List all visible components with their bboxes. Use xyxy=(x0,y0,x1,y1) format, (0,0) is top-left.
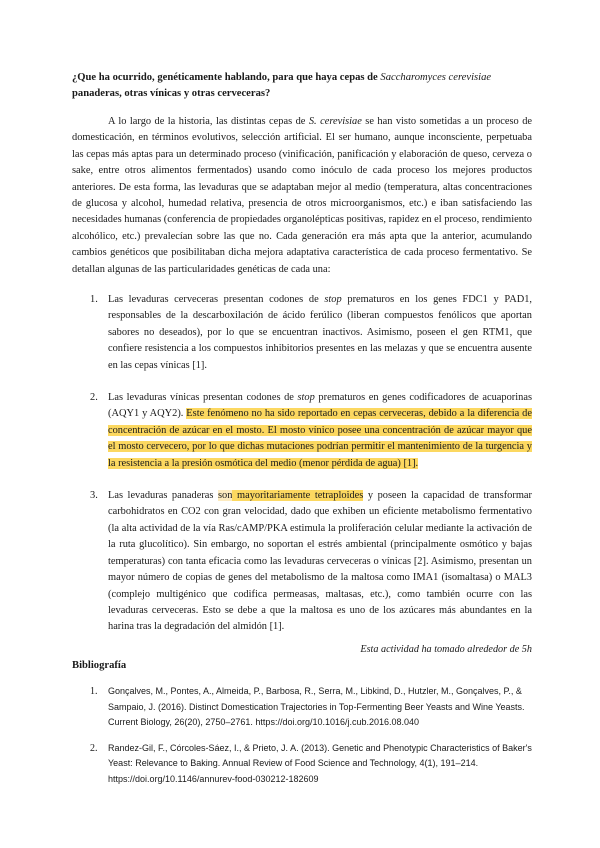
faint-highlight: son xyxy=(218,490,233,502)
question-heading: ¿Que ha ocurrido, genéticamente hablando, para que haya cepas de Saccharomyces cerevisiae panaderas, otras vínicas y otras cerveceras? xyxy=(72,72,492,99)
intro-paragraph: A lo largo de la historia, las distintas cepas de S. cerevisiae se han visto sometidas a un proceso de domesticación, en términos evolutivos, selección artificial. El ser humano, aunque inconsciente, perpetuaba las cepas más aptas para un determinado proceso (vinificación, panificación y elaboración de queso, cerveza o sake, entre otros alimentos fermentados) usando como inóculo de cada proceso los mejores productos anteriores. De esta forma, las levaduras que se adaptaban mejor al medio (temperatura, altas concentraciones de glucosa y alcohol, humedad relativa, presencia de otros microorganismos, etc.) e iban satisfaciendo las necesidades humanas (conferencia de propiedades organolépticas positivas, rapidez en el proceso, rendimiento alcohólico, etc.) prevalecían sobre las que no. Cada generación era más apta que la anterior, acumulando cambios genéticos que posibilitaban dicha mejora adaptativa característica de cada proceso fermentativo. Se detallan algunas de las particularidades genéticas de cada una: xyxy=(72,116,532,275)
list-item: 2. Las levaduras vínicas presentan codones de stop prematuros en genes codificadores de acuaporinas (AQY1 y AQY2). Este fenómeno no ha sido reportado en cepas cerveceras, debido a la diferencia de concentración de azúcar en el mosto. El mosto vínico posee una concentración de azúcar mayor que el mosto cervecero, por lo que dichas mutaciones podrían permitir el mantenimiento de la turgencia y la resistencia a la presión osmótica del medio (menor pérdida de agua) [1]. xyxy=(90,392,532,469)
reference-item: 2. Randez-Gil, F., Córcoles-Sáez, I., & Prieto, J. A. (2013). Genetic and Phenotypic Characteristics of Baker's Yeast: Relevance to Baking. Annual Review of Food Science and Technology, 4(1), 191–214. https://doi.org/10.1146/annurev-food-030212-182609 xyxy=(90,742,532,784)
species-abbrev: S. cerevisiae xyxy=(308,116,362,127)
highlighted-text: Este fenómeno no ha sido reportado en cepas cerveceras, debido a la diferencia de concentración de azúcar en el mosto. El mosto vínico posee una concentración de azúcar mayor que el mosto cervecero, por lo que dichas mutaciones podrían permitir el mantenimiento de la turgencia y la resistencia a la presión osmótica del medio (menor pérdida de agua) [1]. xyxy=(108,408,532,469)
time-note: Esta actividad ha tomado alrededor de 5h xyxy=(360,644,532,655)
list-number: 1. xyxy=(90,294,98,305)
reference-item: 1. Gonçalves, M., Pontes, A., Almeida, P., Barbosa, R., Serra, M., Libkind, D., Hutzler, M., Gonçalves, P., & Sampaio, J. (2016). Distinct Domestication Trajectories in Top-Fermenting Beer Yeasts and Wine Yeasts. Current Biology, 26(20), 2750–2761. https://doi.org/10.1016/j.cub.2016.08.040 xyxy=(90,686,525,728)
highlighted-text: mayoritariamente tetraploides xyxy=(232,490,364,502)
list-number: 2. xyxy=(90,392,98,404)
list-item: 1. Las levaduras cerveceras presentan codones de stop prematuros en los genes FDC1 y PAD1, responsables de la descarboxilación de ácido ferúlico (liberan compuestos fenólicos que aportan sabores no deseados), por lo que se encuentran inactivos. Asimismo, poseen el gen RTM1, que confiere resistencia a los compuestos inhibitorios presentes en las melazas y que se encuentra ausente en las cepas vínicas [1]. xyxy=(90,294,532,371)
list-number: 3. xyxy=(90,490,98,502)
reference-number: 1. xyxy=(90,686,98,697)
bibliography-heading: Bibliografía xyxy=(72,660,127,671)
reference-number: 2. xyxy=(90,742,98,754)
list-item: 3. Las levaduras panaderas son mayoritariamente tetraploides y poseen la capacidad de transformar carbohidratos en CO2 con gran velocidad, dado que exhiben un eficiente metabolismo fermentativo (la alta actividad de la vía Ras/cAMP/PKA estimula la proliferación celular mediante la activación de la ruta glucolítico). Sin embargo, no soportan el estrés ambiental (principalmente osmótico y bajas temperaturas) con tanta eficacia como las levaduras cerveceras o vínicas [2]. Asimismo, presentan un mayor número de copias de genes del metabolismo de la maltosa como IMA1 (isomaltasa) o MAL3 (complejo multigénico que codifica permeasas, maltasas, etc.), como también ocurre con las levaduras cerveceras. Esto se debe a que la maltosa es uno de los azúcares más abundantes en la harina tras la degradación del almidón [1]. xyxy=(90,490,532,633)
references-list xyxy=(72,684,532,788)
genetic-points-list xyxy=(72,292,532,636)
species-name: Saccharomyces cerevisiae xyxy=(380,72,492,83)
